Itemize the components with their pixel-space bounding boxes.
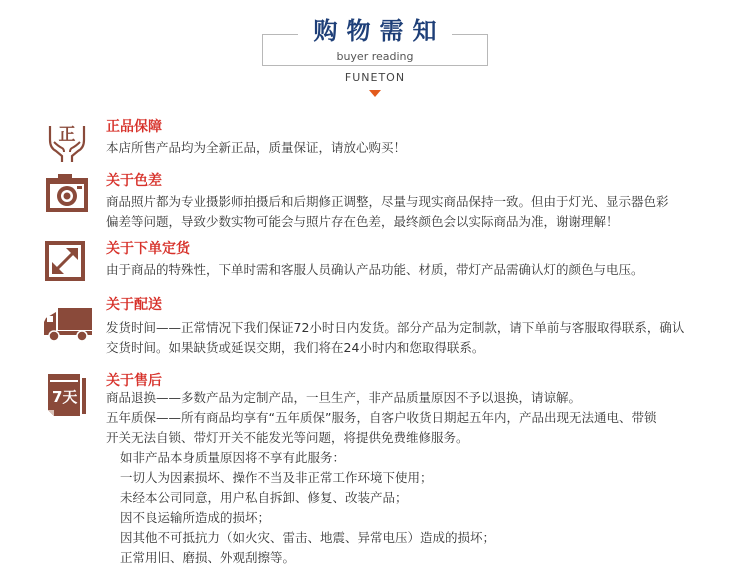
section-title: 正品保障 xyxy=(106,119,162,135)
body-line-indented: 一切人为因素损坏、操作不当及非正常工作环境下使用； xyxy=(120,470,433,485)
section-title: 关于色差 xyxy=(106,173,162,189)
body-line: 商品退换——多数产品为定制产品，一旦生产，非产品质量原因不予以退换，请谅解。 xyxy=(106,390,582,405)
section-body xyxy=(106,260,736,280)
section-body xyxy=(106,388,736,568)
body-line: 交货时间。如果缺货或延误交期，我们将在24小时内和您取得联系。 xyxy=(106,340,485,355)
camera-icon xyxy=(44,172,90,218)
resize-arrow-icon xyxy=(44,240,90,286)
svg-text:正: 正 xyxy=(58,125,76,145)
body-line: 开关无法自锁、带灯开关不能发光等问题，将提供免费维修服务。 xyxy=(106,430,469,445)
calendar-icon-label: 7天 xyxy=(52,388,78,406)
body-line-indented: 因其他不可抵抗力（如火灾、雷击、地震、异常电压）造成的损坏； xyxy=(120,530,496,545)
body-line-indented: 如非产品本身质量原因将不享有此服务： xyxy=(120,450,346,465)
section-body xyxy=(106,318,736,358)
body-line: 商品照片都为专业摄影师拍摄后和后期修正调整，尽量与现实商品保持一致。但由于灯光、显示器色彩 xyxy=(106,194,669,209)
body-line: 发货时间——正常情况下我们保证72小时日内发货。部分产品为定制款，请下单前与客服取得联系，确认 xyxy=(106,320,685,335)
section-body xyxy=(106,192,736,232)
down-arrow-icon xyxy=(369,90,381,97)
page-subtitle: buyer reading xyxy=(336,50,414,63)
calendar-7days-icon xyxy=(44,372,90,418)
truck-icon xyxy=(44,304,90,350)
body-line: 偏差等问题，导致少数实物可能会与照片存在色差，最终颜色会以实际商品为准，谢谢理解！ xyxy=(106,214,619,229)
header-frame-line xyxy=(487,34,488,65)
page-title: 购物需知 xyxy=(313,17,446,45)
body-line-indented: 未经本公司同意，用户私自拆卸、修复、改装产品； xyxy=(120,490,408,505)
body-line-indented: 因不良运输所造成的损坏； xyxy=(120,510,271,525)
header-frame-line xyxy=(452,34,488,35)
body-line-indented: 正常用旧、磨损、外观刮擦等。 xyxy=(120,550,296,565)
section-title: 关于下单定货 xyxy=(106,241,190,257)
header-divider xyxy=(262,65,488,66)
header-frame-line xyxy=(262,34,263,65)
brand-name: FUNETON xyxy=(344,71,406,84)
section-body xyxy=(106,138,736,158)
hands-genuine-icon xyxy=(44,118,90,164)
page-header xyxy=(0,0,750,100)
body-line: 五年质保——所有商品均享有“五年质保”服务，自客户收货日期起五年内，产品出现无法通电、带锁 xyxy=(106,410,657,425)
section-title: 关于售后 xyxy=(106,373,162,389)
body-line: 本店所售产品均为全新正品，质量保证，请放心购买！ xyxy=(106,140,407,155)
body-line: 由于商品的特殊性，下单时需和客服人员确认产品功能、材质，带灯产品需确认灯的颜色与电压。 xyxy=(106,262,644,277)
header-frame-line xyxy=(262,34,298,35)
section-title: 关于配送 xyxy=(106,297,162,313)
